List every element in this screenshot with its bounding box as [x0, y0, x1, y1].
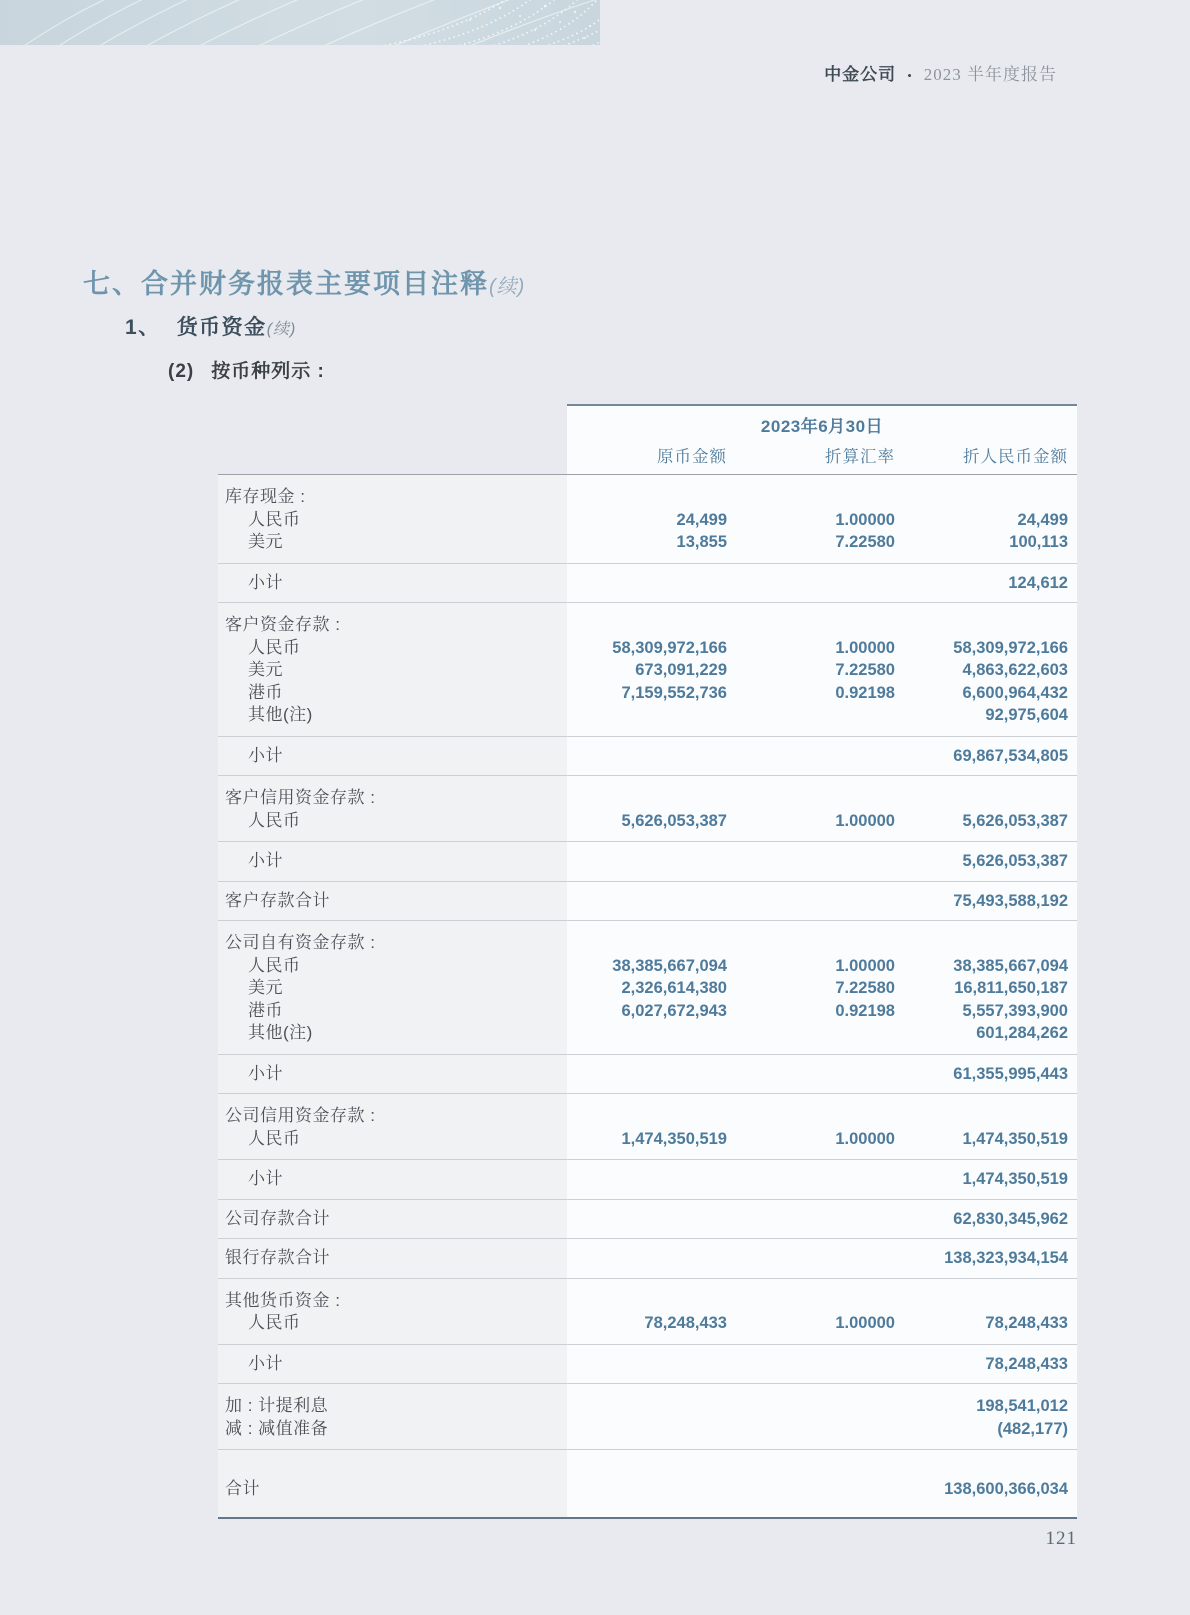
cell-original-amount	[567, 850, 727, 873]
table-row	[218, 637, 1077, 660]
table-section	[218, 1160, 1077, 1200]
item-number: (2)	[168, 361, 195, 382]
cell-original-amount: 2,326,614,380	[621, 979, 727, 997]
cell-original-amount: 7,159,552,736	[621, 683, 727, 702]
table-header	[567, 404, 1077, 474]
cell-original-amount	[567, 890, 727, 913]
table-row	[218, 932, 1077, 955]
table-row	[218, 1208, 1077, 1231]
table-row	[218, 850, 1077, 873]
cell-rmb-amount: 138,600,366,034	[944, 1480, 1068, 1498]
cell-rmb-amount	[895, 1290, 1077, 1313]
cell-rmb-amount: 78,248,433	[985, 1314, 1068, 1332]
table-row	[218, 614, 1077, 637]
subsection-number: 1、	[125, 316, 161, 339]
cell-rmb-amount: 4,863,622,603	[962, 661, 1068, 679]
row-label: 其他(注)	[248, 705, 313, 724]
cell-original-amount	[567, 1395, 727, 1418]
cell-exchange-rate: 1.00000	[835, 510, 895, 529]
company-name: 中金公司	[824, 65, 897, 84]
row-label: 港币	[248, 682, 283, 702]
cell-exchange-rate	[727, 890, 895, 913]
cell-rmb-amount: 6,600,964,432	[962, 683, 1068, 702]
cell-rmb-amount	[895, 486, 1077, 509]
cell-original-amount	[567, 1247, 727, 1270]
table-row	[218, 1418, 1077, 1441]
cell-rmb-amount: 58,309,972,166	[953, 638, 1068, 657]
row-label: 库存现金 :	[225, 487, 306, 506]
row-label: 人民币	[248, 637, 301, 657]
cell-exchange-rate	[727, 932, 895, 955]
cell-exchange-rate: 1.00000	[835, 1129, 895, 1148]
cell-original-amount	[567, 1418, 727, 1441]
table-row	[218, 890, 1077, 913]
cell-original-amount: 6,027,672,943	[621, 1001, 727, 1020]
cell-original-amount	[567, 1353, 727, 1376]
cell-exchange-rate	[727, 572, 895, 595]
cell-exchange-rate: 1.00000	[835, 956, 895, 975]
cell-rmb-amount	[895, 1105, 1077, 1128]
row-label: 人民币	[248, 509, 301, 529]
cell-rmb-amount: 138,323,934,154	[944, 1249, 1068, 1267]
cell-exchange-rate: 7.22580	[835, 979, 895, 997]
cell-rmb-amount: 601,284,262	[976, 1024, 1068, 1042]
cell-original-amount	[567, 704, 727, 727]
cell-exchange-rate: 7.22580	[835, 533, 895, 551]
row-label: 人民币	[248, 955, 301, 975]
section-heading-continued: (续)	[489, 276, 526, 298]
table-row	[218, 1478, 1077, 1501]
row-label: 客户资金存款 :	[225, 615, 341, 634]
cell-exchange-rate: 1.00000	[835, 1314, 895, 1332]
table-section	[218, 1200, 1077, 1240]
row-label: 小计	[248, 1353, 283, 1373]
table-section	[218, 1239, 1077, 1279]
cell-exchange-rate	[727, 1022, 895, 1045]
cell-rmb-amount	[895, 932, 1077, 955]
cell-rmb-amount: 24,499	[1017, 510, 1068, 529]
table-row	[218, 1168, 1077, 1191]
table-section	[218, 1055, 1077, 1095]
table-row	[218, 745, 1077, 768]
table-section	[218, 1384, 1077, 1450]
row-label: 公司自有资金存款 :	[225, 933, 376, 952]
subsection-heading-continued: (续)	[266, 321, 297, 338]
column-header-rmb-amount: 折人民币金额	[963, 448, 1068, 466]
date-column-header: 2023年6月30日	[760, 417, 884, 436]
table-row	[218, 1395, 1077, 1418]
cell-rmb-amount: 16,811,650,187	[954, 979, 1068, 997]
cell-original-amount	[567, 614, 727, 637]
section-heading	[83, 262, 525, 301]
cell-original-amount: 13,855	[676, 533, 727, 551]
row-label: 小计	[248, 1169, 283, 1188]
table-section	[218, 1450, 1077, 1517]
table-section	[218, 1345, 1077, 1385]
table-row	[218, 531, 1077, 554]
table-row	[218, 1353, 1077, 1376]
cell-exchange-rate	[727, 1063, 895, 1086]
cell-exchange-rate	[727, 850, 895, 873]
cell-original-amount: 5,626,053,387	[621, 811, 727, 830]
cell-rmb-amount	[895, 614, 1077, 637]
subsection-heading	[125, 311, 296, 341]
cell-original-amount: 78,248,433	[644, 1314, 727, 1332]
table-row	[218, 955, 1077, 978]
table-body	[218, 474, 1077, 1519]
cell-rmb-amount: 124,612	[1008, 573, 1068, 592]
table-section	[218, 842, 1077, 882]
table-row	[218, 1063, 1077, 1086]
cell-rmb-amount: 78,248,433	[985, 1354, 1068, 1373]
cell-rmb-amount: 100,113	[1009, 533, 1068, 551]
table-section	[218, 1094, 1077, 1160]
cell-original-amount	[567, 1168, 727, 1191]
row-label: 其他货币资金 :	[225, 1290, 341, 1310]
cell-exchange-rate: 1.00000	[835, 811, 895, 830]
table-section	[218, 1279, 1077, 1345]
cell-original-amount	[567, 1022, 727, 1045]
cell-original-amount	[567, 745, 727, 768]
cell-original-amount: 24,499	[676, 510, 727, 529]
cell-rmb-amount: 5,626,053,387	[962, 852, 1068, 870]
section-heading-text: 七、合并财务报表主要项目注释	[83, 269, 489, 299]
row-label: 公司信用资金存款 :	[225, 1106, 376, 1125]
table-row	[218, 1247, 1077, 1270]
cell-rmb-amount: 38,385,667,094	[953, 956, 1068, 975]
cell-original-amount: 1,474,350,519	[621, 1129, 727, 1148]
doc-header	[824, 60, 1057, 85]
banner-decoration	[0, 0, 600, 45]
table-row	[218, 486, 1077, 509]
row-label: 人民币	[248, 810, 301, 830]
cell-exchange-rate	[727, 704, 895, 727]
cell-exchange-rate: 0.92198	[835, 683, 895, 702]
table-section	[218, 921, 1077, 1055]
cell-exchange-rate	[727, 1418, 895, 1441]
table-row	[218, 810, 1077, 833]
table-row	[218, 1022, 1077, 1045]
column-header-original-amount: 原币金额	[657, 448, 727, 466]
cell-exchange-rate	[727, 787, 895, 810]
table-row	[218, 1312, 1077, 1335]
item-heading-text: 按币种列示 :	[211, 361, 325, 382]
cell-exchange-rate	[727, 1168, 895, 1191]
cell-original-amount	[567, 1290, 727, 1313]
cell-original-amount	[567, 787, 727, 810]
row-label: 人民币	[248, 1128, 301, 1148]
column-header-exchange-rate: 折算汇率	[825, 448, 895, 466]
cell-original-amount	[567, 932, 727, 955]
cell-rmb-amount: 75,493,588,192	[953, 891, 1068, 910]
cell-original-amount	[567, 486, 727, 509]
cell-original-amount	[567, 1063, 727, 1086]
cell-rmb-amount: 62,830,345,962	[953, 1209, 1068, 1228]
cell-exchange-rate	[727, 1247, 895, 1270]
report-title: 2023 半年度报告	[923, 65, 1057, 84]
row-label: 减 : 减值准备	[225, 1418, 329, 1438]
subsection-heading-text: 货币资金	[176, 316, 267, 339]
row-label: 人民币	[248, 1313, 301, 1332]
cell-rmb-amount: (482,177)	[997, 1419, 1068, 1438]
table-section	[218, 882, 1077, 922]
row-label: 其他(注)	[248, 1023, 313, 1042]
cell-exchange-rate: 1.00000	[835, 638, 895, 657]
table-row	[218, 682, 1077, 705]
row-label: 客户存款合计	[225, 890, 330, 910]
row-label: 加 : 计提利息	[225, 1396, 329, 1415]
table-row	[218, 704, 1077, 727]
cell-exchange-rate	[727, 1478, 895, 1501]
cell-rmb-amount: 1,474,350,519	[962, 1170, 1068, 1188]
cell-original-amount: 58,309,972,166	[612, 638, 727, 657]
table-row	[218, 1000, 1077, 1023]
row-label: 小计	[248, 745, 283, 765]
cell-original-amount	[567, 1478, 727, 1501]
row-label: 合计	[225, 1479, 260, 1498]
cell-rmb-amount: 92,975,604	[985, 706, 1068, 724]
banner-pattern-svg	[0, 0, 600, 45]
cell-rmb-amount: 69,867,534,805	[953, 746, 1068, 765]
table-row	[218, 1128, 1077, 1151]
separator-dot: •	[907, 68, 913, 83]
cell-exchange-rate: 0.92198	[835, 1001, 895, 1020]
cell-exchange-rate	[727, 1395, 895, 1418]
cell-exchange-rate	[727, 1290, 895, 1313]
row-label: 美元	[248, 660, 283, 679]
cell-rmb-amount: 61,355,995,443	[953, 1064, 1068, 1083]
table-row	[218, 977, 1077, 1000]
table-section	[218, 737, 1077, 777]
row-label: 小计	[248, 851, 283, 870]
currency-table	[218, 404, 1077, 1519]
table-row	[218, 1105, 1077, 1128]
table-row	[218, 659, 1077, 682]
item-heading	[168, 356, 325, 383]
cell-exchange-rate	[727, 745, 895, 768]
cell-original-amount	[567, 1105, 727, 1128]
cell-rmb-amount: 198,541,012	[976, 1397, 1068, 1415]
cell-exchange-rate	[727, 1105, 895, 1128]
cell-original-amount	[567, 572, 727, 595]
row-label: 小计	[248, 572, 283, 592]
cell-rmb-amount	[895, 787, 1077, 810]
row-label: 小计	[248, 1063, 283, 1083]
table-section	[218, 475, 1077, 564]
table-row	[218, 1290, 1077, 1313]
cell-exchange-rate	[727, 1208, 895, 1231]
cell-rmb-amount: 5,557,393,900	[962, 1001, 1068, 1020]
cell-exchange-rate	[727, 614, 895, 637]
row-label: 公司存款合计	[225, 1208, 330, 1228]
table-row	[218, 509, 1077, 532]
cell-original-amount: 38,385,667,094	[612, 956, 727, 975]
cell-original-amount: 673,091,229	[635, 661, 727, 679]
cell-rmb-amount: 5,626,053,387	[962, 811, 1068, 830]
cell-rmb-amount: 1,474,350,519	[962, 1129, 1068, 1148]
table-section	[218, 776, 1077, 842]
row-label: 美元	[248, 532, 283, 551]
row-label: 银行存款合计	[225, 1248, 330, 1267]
page-number: 121	[1045, 1528, 1077, 1549]
cell-original-amount	[567, 1208, 727, 1231]
table-section	[218, 603, 1077, 737]
row-label: 客户信用资金存款 :	[225, 788, 376, 807]
cell-exchange-rate	[727, 486, 895, 509]
table-row	[218, 787, 1077, 810]
table-row	[218, 572, 1077, 595]
row-label: 美元	[248, 978, 283, 997]
table-section	[218, 564, 1077, 604]
cell-exchange-rate: 7.22580	[835, 661, 895, 679]
row-label: 港币	[248, 1000, 283, 1020]
cell-exchange-rate	[727, 1353, 895, 1376]
column-headers-row	[567, 447, 1077, 468]
